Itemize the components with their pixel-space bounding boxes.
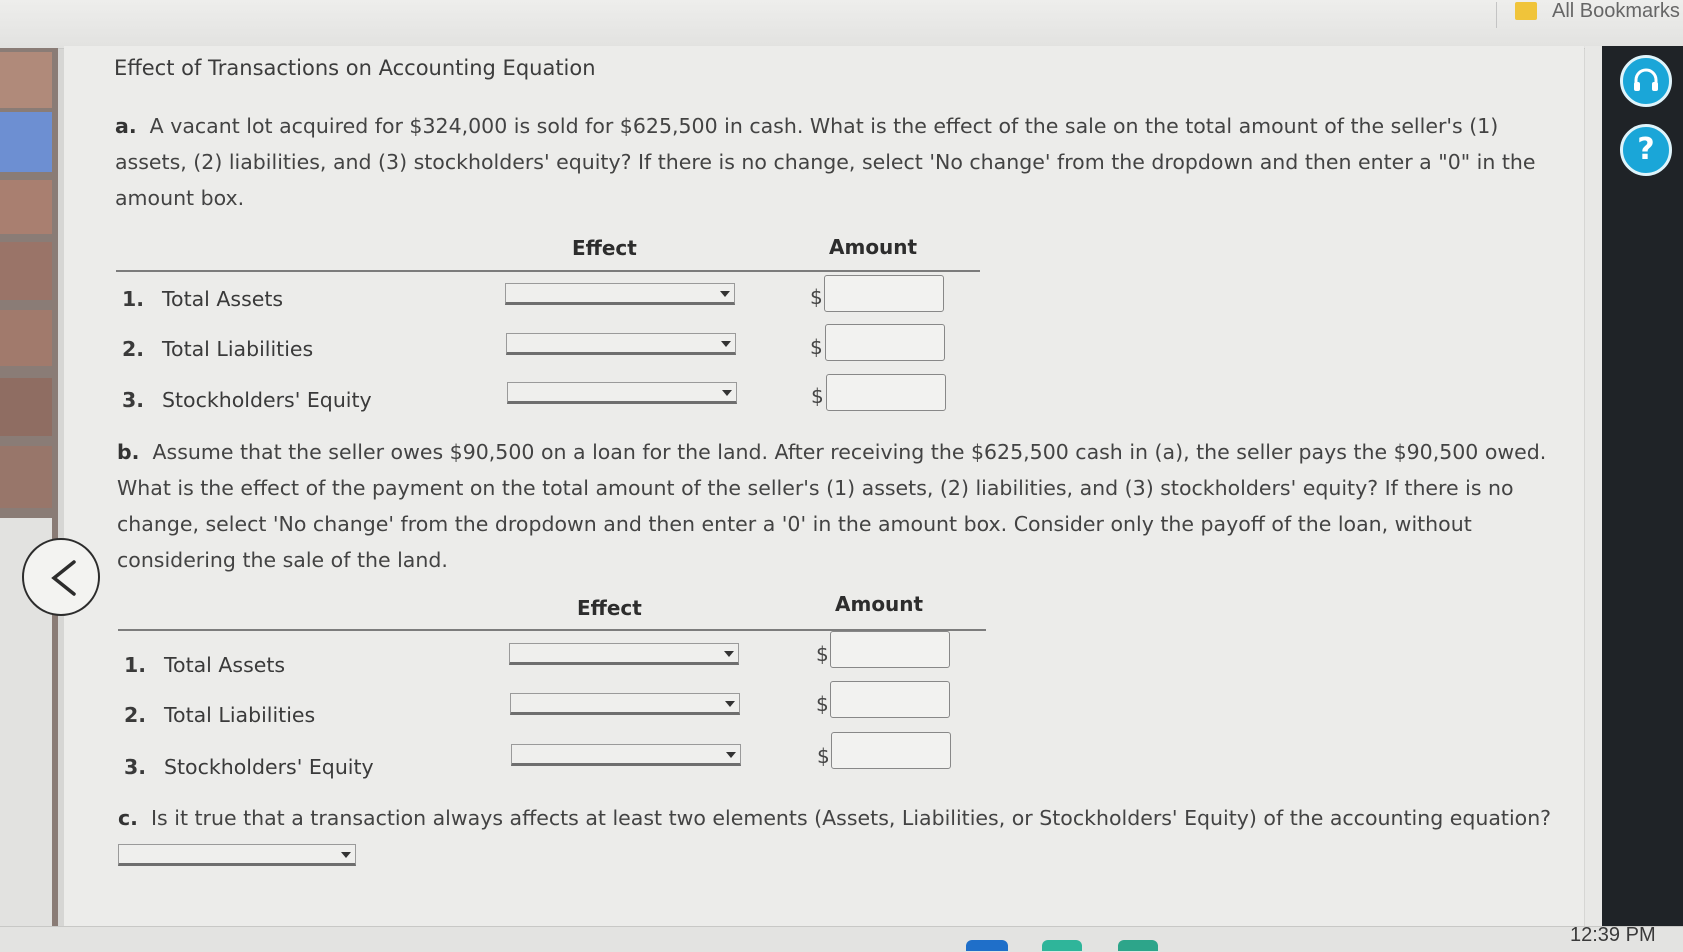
chevron-down-icon xyxy=(720,291,730,297)
chevron-down-icon xyxy=(722,390,732,396)
part-b-line3: change, select 'No change' from the dropdown and then enter a '0' in the amount box. Consider only the payoff of the loan, without xyxy=(117,512,1472,536)
part-a-row-stockholders-equity: 3. Stockholders' Equity xyxy=(122,388,372,412)
part-b-row-total-liabilities: 2. Total Liabilities xyxy=(124,703,316,727)
thumbnail[interactable] xyxy=(0,446,52,508)
part-a-letter: a. xyxy=(115,114,137,138)
taskbar-app-icon[interactable] xyxy=(966,940,1008,951)
part-b-line1: Assume that the seller owes $90,500 on a loan for the land. After receiving the $625,500 cash in (a), the seller pays the $90,500 owed. xyxy=(152,440,1547,464)
all-bookmarks-link[interactable]: All Bookmarks xyxy=(1552,0,1680,22)
headset-icon[interactable] xyxy=(1620,55,1672,107)
part-a-row-total-liabilities: 2. Total Liabilities xyxy=(122,337,314,361)
part-b-row-stockholders-equity: 3. Stockholders' Equity xyxy=(124,755,374,779)
part-c-answer-dropdown[interactable] xyxy=(118,844,356,866)
part-b-effect-header: Effect xyxy=(577,596,642,620)
part-b-line4: considering the sale of the land. xyxy=(117,548,448,572)
back-button[interactable] xyxy=(22,538,100,616)
page-title: Effect of Transactions on Accounting Equation xyxy=(114,56,596,80)
part-c-question: Is it true that a transaction always affects at least two elements (Assets, Liabilities, or Stockholders' Equity) of the accounting equation? xyxy=(151,806,1552,830)
part-b-amount-header: Amount xyxy=(835,592,924,616)
left-thumbnail-strip xyxy=(0,48,58,951)
chevron-down-icon xyxy=(341,852,351,858)
thumbnail[interactable] xyxy=(0,180,52,234)
part-a-text xyxy=(115,108,1536,216)
part-b-text xyxy=(117,434,1546,578)
part-a-header-rule xyxy=(116,270,980,272)
part-c-text xyxy=(118,800,1551,836)
thumbnail[interactable] xyxy=(0,242,52,300)
currency-symbol: $ xyxy=(811,384,824,408)
chevron-down-icon xyxy=(726,752,736,758)
part-b-assets-amount-input[interactable] xyxy=(830,631,950,668)
currency-symbol: $ xyxy=(810,285,823,309)
currency-symbol: $ xyxy=(817,744,830,768)
thumbnail[interactable] xyxy=(0,52,52,108)
right-tool-panel xyxy=(1602,46,1683,926)
part-a-assets-amount-input[interactable] xyxy=(824,275,944,312)
scrollbar-track[interactable] xyxy=(1585,46,1602,926)
thumbnail[interactable] xyxy=(0,310,52,366)
part-b-liabilities-amount-input[interactable] xyxy=(830,681,950,718)
part-b-line2: What is the effect of the payment on the total amount of the seller's (1) assets, (2) liabilities, and (3) stockholders' equity? If there is no xyxy=(117,476,1514,500)
chevron-down-icon xyxy=(725,701,735,707)
part-a-equity-effect-dropdown[interactable] xyxy=(507,382,737,404)
chevron-left-icon xyxy=(46,558,80,598)
part-a-liabilities-effect-dropdown[interactable] xyxy=(506,333,736,355)
thumbnail[interactable] xyxy=(0,378,52,436)
chevron-down-icon xyxy=(724,651,734,657)
part-b-letter: b. xyxy=(117,440,140,464)
taskbar-app-icon[interactable] xyxy=(1118,940,1158,951)
help-icon[interactable]: ? xyxy=(1620,124,1672,176)
part-b-row-total-assets: 1. Total Assets xyxy=(124,653,286,677)
part-c-letter: c. xyxy=(118,806,138,830)
part-a-line1: A vacant lot acquired for $324,000 is sold for $625,500 in cash. What is the effect of the sale on the total amount of the seller's (1) xyxy=(149,114,1499,138)
part-a-effect-header: Effect xyxy=(572,236,637,260)
taskbar-app-icon[interactable] xyxy=(1042,940,1082,951)
currency-symbol: $ xyxy=(816,642,829,666)
thumbnail[interactable] xyxy=(0,112,52,172)
currency-symbol: $ xyxy=(816,692,829,716)
part-b-equity-amount-input[interactable] xyxy=(831,732,951,769)
chevron-down-icon xyxy=(721,341,731,347)
bookmark-folder-icon[interactable] xyxy=(1515,2,1537,20)
part-a-equity-amount-input[interactable] xyxy=(826,374,946,411)
part-b-assets-effect-dropdown[interactable] xyxy=(509,643,739,665)
part-b-equity-effect-dropdown[interactable] xyxy=(511,744,741,766)
part-a-line3: amount box. xyxy=(115,186,245,210)
part-a-line2: assets, (2) liabilities, and (3) stockholders' equity? If there is no change, select 'No change' from the dropdown and then enter a "0" in the xyxy=(115,150,1536,174)
bookmarks-separator xyxy=(1496,2,1497,28)
system-clock: 12:39 PM xyxy=(1570,924,1656,946)
part-a-amount-header: Amount xyxy=(829,235,918,259)
part-a-row-total-assets: 1. Total Assets xyxy=(122,287,284,311)
part-a-assets-effect-dropdown[interactable] xyxy=(505,283,735,305)
part-a-liabilities-amount-input[interactable] xyxy=(825,324,945,361)
bookmarks-bar xyxy=(0,0,1683,49)
part-b-liabilities-effect-dropdown[interactable] xyxy=(510,693,740,715)
currency-symbol: $ xyxy=(810,335,823,359)
taskbar xyxy=(0,926,1683,952)
